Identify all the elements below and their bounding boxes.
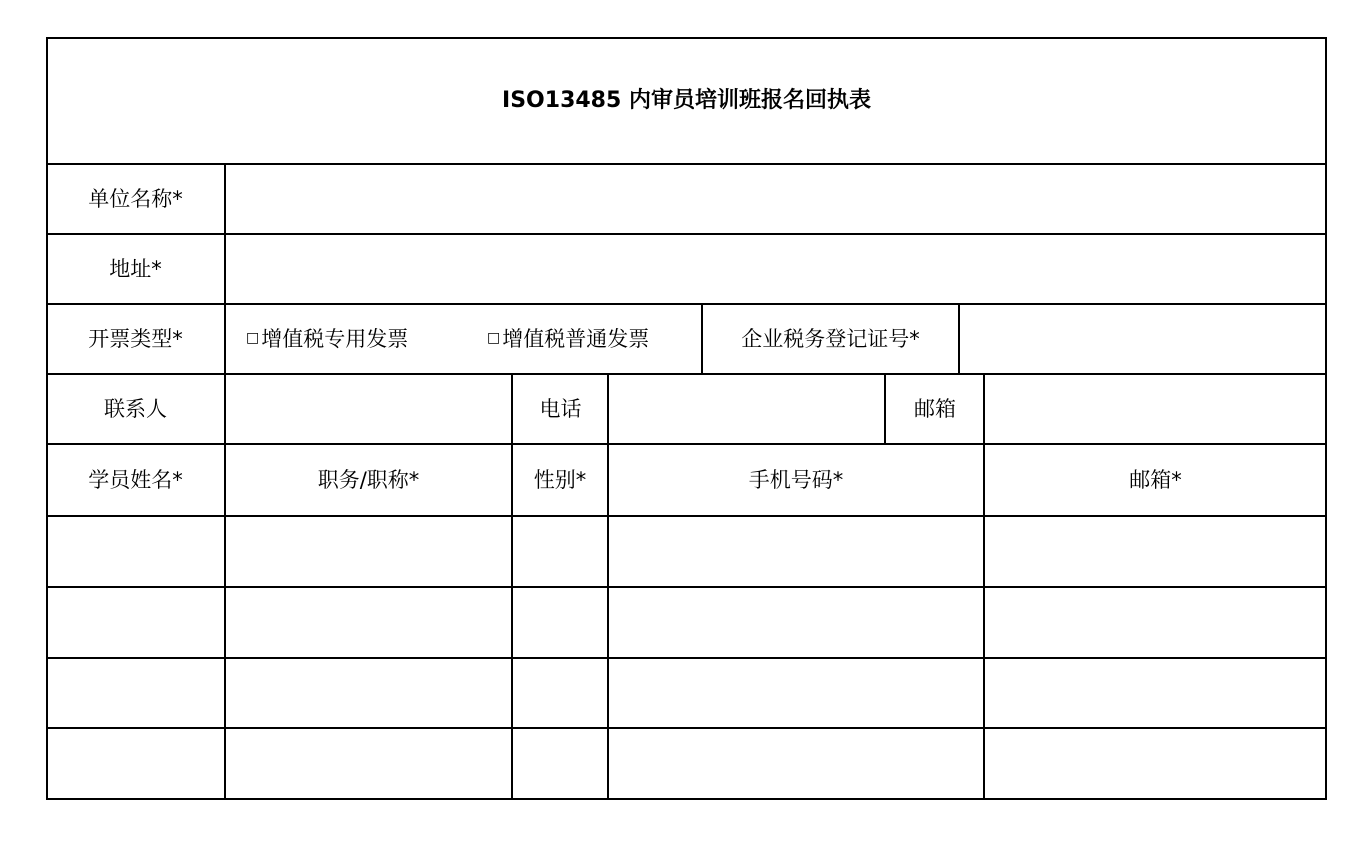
header-gender: 性别* [533, 467, 587, 492]
company-input[interactable] [226, 165, 1326, 233]
contact-input[interactable] [226, 375, 512, 443]
invoice-option-label: 增值税普通发票 [502, 326, 650, 351]
border-top [46, 37, 1327, 39]
invoice-option-normal[interactable] [487, 304, 702, 374]
header-email: 邮箱* [1129, 467, 1182, 492]
company-label: 单位名称* [88, 186, 183, 211]
student-row-2[interactable] [46, 588, 1327, 657]
row-divider [46, 303, 1327, 305]
invoice-option-special[interactable] [246, 304, 484, 374]
invoice-option-label: 增值税专用发票 [261, 326, 409, 351]
contact-label: 联系人 [104, 396, 167, 421]
invoice-type-label: 开票类型* [88, 326, 183, 351]
checkbox-icon[interactable]: □ [246, 330, 260, 346]
col-divider [983, 373, 985, 800]
address-label: 地址* [109, 256, 162, 281]
tax-id-label: 企业税务登记证号* [741, 326, 920, 351]
header-mobile: 手机号码* [748, 467, 844, 492]
form-title: ISO13485 内审员培训班报名回执表 [502, 87, 871, 113]
col-divider [511, 373, 513, 800]
email-label: 邮箱 [914, 396, 956, 421]
col-divider [607, 373, 609, 800]
row-divider [46, 443, 1327, 445]
registration-form [46, 37, 1327, 800]
student-row-1[interactable] [46, 517, 1327, 586]
header-position: 职务/职称* [317, 467, 420, 492]
email-input[interactable] [985, 375, 1326, 443]
row-divider [46, 727, 1327, 729]
col-divider [884, 373, 886, 445]
border-right [1325, 37, 1327, 800]
student-row-4[interactable] [46, 729, 1327, 798]
border-left [46, 37, 48, 800]
row-divider [46, 233, 1327, 235]
phone-label: 电话 [539, 396, 582, 421]
row-divider [46, 515, 1327, 517]
student-row-3[interactable] [46, 659, 1327, 728]
border-bottom [46, 798, 1327, 800]
phone-input[interactable] [609, 375, 885, 443]
col-divider [701, 303, 703, 375]
row-divider [46, 586, 1327, 588]
col-divider [224, 163, 226, 800]
row-divider [46, 657, 1327, 659]
row-divider [46, 163, 1327, 165]
tax-id-input[interactable] [960, 305, 1326, 373]
row-divider [46, 373, 1327, 375]
checkbox-icon[interactable]: □ [487, 330, 501, 346]
header-student-name: 学员姓名* [88, 467, 183, 492]
col-divider [958, 303, 960, 375]
address-input[interactable] [226, 235, 1326, 303]
